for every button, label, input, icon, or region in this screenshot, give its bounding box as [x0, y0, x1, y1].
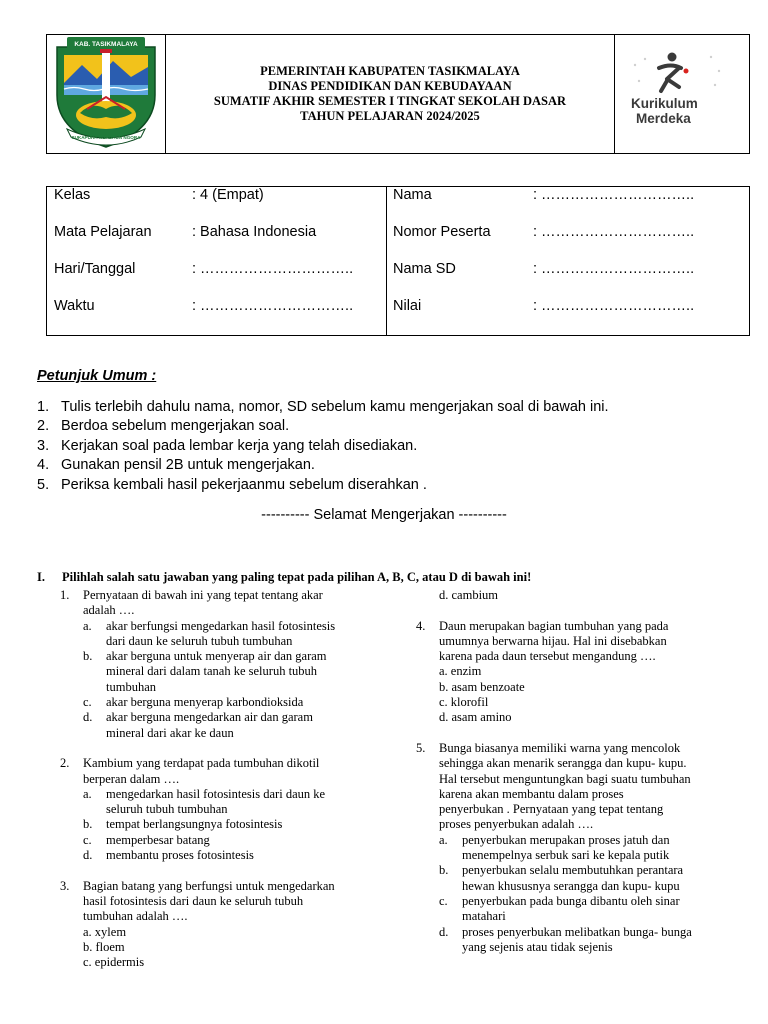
identity-table	[46, 186, 750, 336]
question-3	[60, 879, 380, 971]
option-b[interactable]: b. asam benzoate	[439, 679, 525, 694]
option-letter: b.	[439, 863, 449, 878]
option-a[interactable]	[439, 833, 730, 864]
nama-sd-field[interactable]: : …………………………..	[533, 261, 695, 277]
instruction-item	[37, 398, 609, 417]
question-number: 4.	[416, 618, 426, 633]
waktu-field[interactable]: : …………………………..	[192, 298, 354, 314]
question-text-line: penyerbukan . Pernyataan yang tepat tentang	[439, 802, 664, 817]
question-number: 1.	[60, 588, 70, 602]
question-number: 5.	[416, 740, 426, 755]
option-d[interactable]	[439, 925, 730, 956]
question-text-line: proses penyerbukan adalah ….	[439, 817, 594, 832]
header-line-year: TAHUN PELAJARAN 2024/2025	[300, 109, 480, 123]
option-text-line: hewan khususnya serangga dan kupu- kupu	[462, 878, 680, 893]
instruction-item	[37, 417, 609, 436]
option-letter: c.	[83, 832, 92, 847]
question-text-line: tumbuhan adalah ….	[83, 909, 188, 924]
instruction-number: 5.	[37, 476, 50, 493]
option-text-line: akar berguna menyerap karbondioksida	[106, 695, 304, 710]
instructions-title: Petunjuk Umum :	[37, 368, 157, 384]
question-text-line: Kambium yang terdapat pada tumbuhan dikotil	[83, 756, 320, 771]
option-text-line: mineral dari dalam tanah ke seluruh tubuh	[106, 664, 318, 679]
option-letter: a.	[439, 832, 448, 847]
identity-divider	[386, 187, 387, 335]
mata-pelajaran-label: Mata Pelajaran	[54, 224, 152, 240]
nama-label: Nama	[393, 187, 432, 203]
kelas-label: Kelas	[54, 187, 91, 203]
question-text-line: karena pada daun tersebut mengandung ….	[439, 649, 656, 664]
option-text-line: akar berguna untuk menyerap air dan garam	[106, 649, 327, 664]
nomor-peserta-label: Nomor Peserta	[393, 224, 491, 240]
kelas-value: : 4 (Empat)	[192, 187, 264, 203]
option-d[interactable]	[83, 710, 380, 741]
header-title-block	[166, 35, 615, 153]
question-text-line: berperan dalam ….	[83, 771, 180, 786]
option-letter: c.	[439, 893, 448, 908]
question-2	[60, 756, 380, 863]
option-b[interactable]	[439, 863, 730, 894]
merdeka-word: Merdeka	[636, 111, 691, 126]
question-text-line: umumnya berwarna hijau. Hal ini disebabkan	[439, 633, 667, 648]
tasikmalaya-crest-icon	[47, 35, 165, 153]
instruction-text: Gunakan pensil 2B untuk mengerjakan.	[61, 457, 315, 474]
question-text-line: Daun merupakan bagian tumbuhan yang pada	[439, 618, 669, 633]
logo-ribbon-text: SUKAPURA NGADAUN NGORA	[71, 135, 141, 140]
nama-field[interactable]: : …………………………..	[533, 187, 695, 203]
kurikulum-merdeka-logo	[615, 35, 749, 153]
hari-tanggal-label: Hari/Tanggal	[54, 261, 136, 277]
question-text-line: Bunga biasanya memiliki warna yang mencolok	[439, 740, 681, 755]
waktu-label: Waktu	[54, 298, 95, 314]
option-c[interactable]	[83, 695, 380, 710]
option-letter: b.	[83, 649, 93, 664]
option-text-line: membantu proses fotosintesis	[106, 848, 254, 863]
header-line-exam: SUMATIF AKHIR SEMESTER I TINGKAT SEKOLAH DASAR	[213, 94, 567, 108]
instruction-item	[37, 437, 609, 456]
option-letter: c.	[83, 695, 92, 710]
instruction-text: Periksa kembali hasil pekerjaanmu sebelum diserahkan .	[61, 476, 427, 493]
question-text-line: Bagian batang yang berfungsi untuk mengedarkan	[83, 878, 335, 893]
question-text-line: karena akan membantu dalam proses	[439, 786, 624, 801]
question-1	[60, 588, 380, 741]
instruction-number: 2.	[37, 418, 50, 435]
kurikulum-word: Kurikulum	[631, 96, 698, 111]
question-5	[416, 741, 730, 955]
option-d-continued[interactable]: d. cambium	[439, 588, 499, 602]
option-c[interactable]	[83, 833, 380, 848]
option-b[interactable]	[83, 817, 380, 832]
option-letter: d.	[83, 710, 93, 725]
option-text-line: mengedarkan hasil fotosintesis dari daun ke	[106, 786, 326, 801]
option-b[interactable]: b. floem	[83, 939, 125, 954]
option-b[interactable]	[83, 649, 380, 695]
section-title: Pilihlah salah satu jawaban yang paling tepat pada pilihan A, B, C, atau D di bawah ini!	[62, 570, 532, 584]
option-text-line: penyerbukan selalu membutuhkan perantara	[462, 863, 684, 878]
option-c[interactable]: c. klorofil	[439, 695, 489, 710]
question-number: 3.	[60, 878, 70, 893]
option-text-line: matahari	[462, 909, 506, 924]
option-a[interactable]: a. enzim	[439, 664, 482, 679]
option-letter: b.	[83, 817, 93, 832]
option-letter: a.	[83, 618, 92, 633]
header-line-department: DINAS PENDIDIKAN DAN KEBUDAYAAN	[268, 79, 512, 93]
nilai-label: Nilai	[393, 298, 422, 314]
nilai-field[interactable]: : …………………………..	[533, 298, 695, 314]
option-text-line: proses penyerbukan melibatkan bunga- bunga	[462, 924, 692, 939]
instruction-number: 1.	[37, 399, 50, 415]
instruction-number: 3.	[37, 437, 50, 454]
option-text-line: dari daun ke seluruh tubuh tumbuhan	[106, 633, 293, 648]
option-d[interactable]	[83, 848, 380, 863]
instruction-item	[37, 456, 609, 475]
question-4	[416, 619, 730, 726]
option-text-line: yang sejenis atau tidak sejenis	[462, 939, 613, 954]
option-letter: d.	[439, 924, 449, 939]
option-text-line: seluruh tubuh tumbuhan	[106, 802, 228, 817]
option-a[interactable]: a. xylem	[83, 924, 127, 939]
option-text-line: akar berguna mengedarkan air dan garam	[106, 710, 313, 725]
kurikulum-merdeka-icon	[615, 35, 749, 153]
option-text-line: penyerbukan merupakan proses jatuh dan	[462, 832, 670, 847]
mata-pelajaran-value: : Bahasa Indonesia	[192, 224, 317, 240]
option-text-line: menempelnya serbuk sari ke kepala putik	[462, 848, 670, 863]
option-text-line: tumbuhan	[106, 679, 156, 694]
instructions-list	[37, 398, 609, 495]
header-line-government: PEMERINTAH KABUPATEN TASIKMALAYA	[260, 64, 520, 78]
kurikulum-merdeka-text	[631, 96, 698, 126]
question-text-line: Pernyataan di bawah ini yang tepat tentang akar	[83, 588, 323, 602]
option-c[interactable]: c. epidermis	[83, 955, 145, 970]
option-text-line: mineral dari akar ke daun	[106, 725, 234, 740]
option-a[interactable]	[83, 787, 380, 818]
question-text-line: sehingga akan menarik serangga dan kupu- kupu.	[439, 756, 687, 771]
hari-tanggal-field[interactable]: : …………………………..	[192, 261, 354, 277]
questions-left-column	[60, 588, 380, 970]
document-header	[46, 34, 750, 154]
nomor-peserta-field[interactable]: : …………………………..	[533, 224, 695, 240]
option-text-line: akar berfungsi mengedarkan hasil fotosintesis	[106, 618, 336, 633]
logo-banner-text: KAB. TASIKMALAYA	[74, 41, 138, 48]
greeting-line: ---------- Selamat Mengerjakan ----------	[261, 507, 507, 523]
question-text-line: hasil fotosintesis dari daun ke seluruh tubuh	[83, 893, 304, 908]
question-text-line: adalah ….	[83, 603, 135, 618]
option-a[interactable]	[83, 619, 380, 650]
section-number: I.	[37, 570, 45, 584]
option-text-line: tempat berlangsungnya fotosintesis	[106, 817, 283, 832]
option-text-line: penyerbukan pada bunga dibantu oleh sinar	[462, 893, 680, 908]
instruction-text: Tulis terlebih dahulu nama, nomor, SD sebelum kamu mengerjakan soal di bawah ini.	[61, 399, 609, 415]
option-letter: a.	[83, 786, 92, 801]
instruction-text: Berdoa sebelum mengerjakan soal.	[61, 418, 290, 435]
questions-right-column	[416, 588, 730, 955]
option-d[interactable]: d. asam amino	[439, 710, 512, 725]
option-text-line: memperbesar batang	[106, 832, 210, 847]
instruction-item	[37, 476, 609, 495]
nama-sd-label: Nama SD	[393, 261, 456, 277]
option-letter: d.	[83, 848, 93, 863]
question-text-line: Hal tersebut menguntungkan bagi suatu tumbuhan	[439, 771, 691, 786]
option-c[interactable]	[439, 894, 730, 925]
question-number: 2.	[60, 756, 70, 771]
instruction-text: Kerjakan soal pada lembar kerja yang telah disediakan.	[61, 437, 418, 454]
logo-cell	[47, 35, 166, 153]
instruction-number: 4.	[37, 457, 50, 474]
